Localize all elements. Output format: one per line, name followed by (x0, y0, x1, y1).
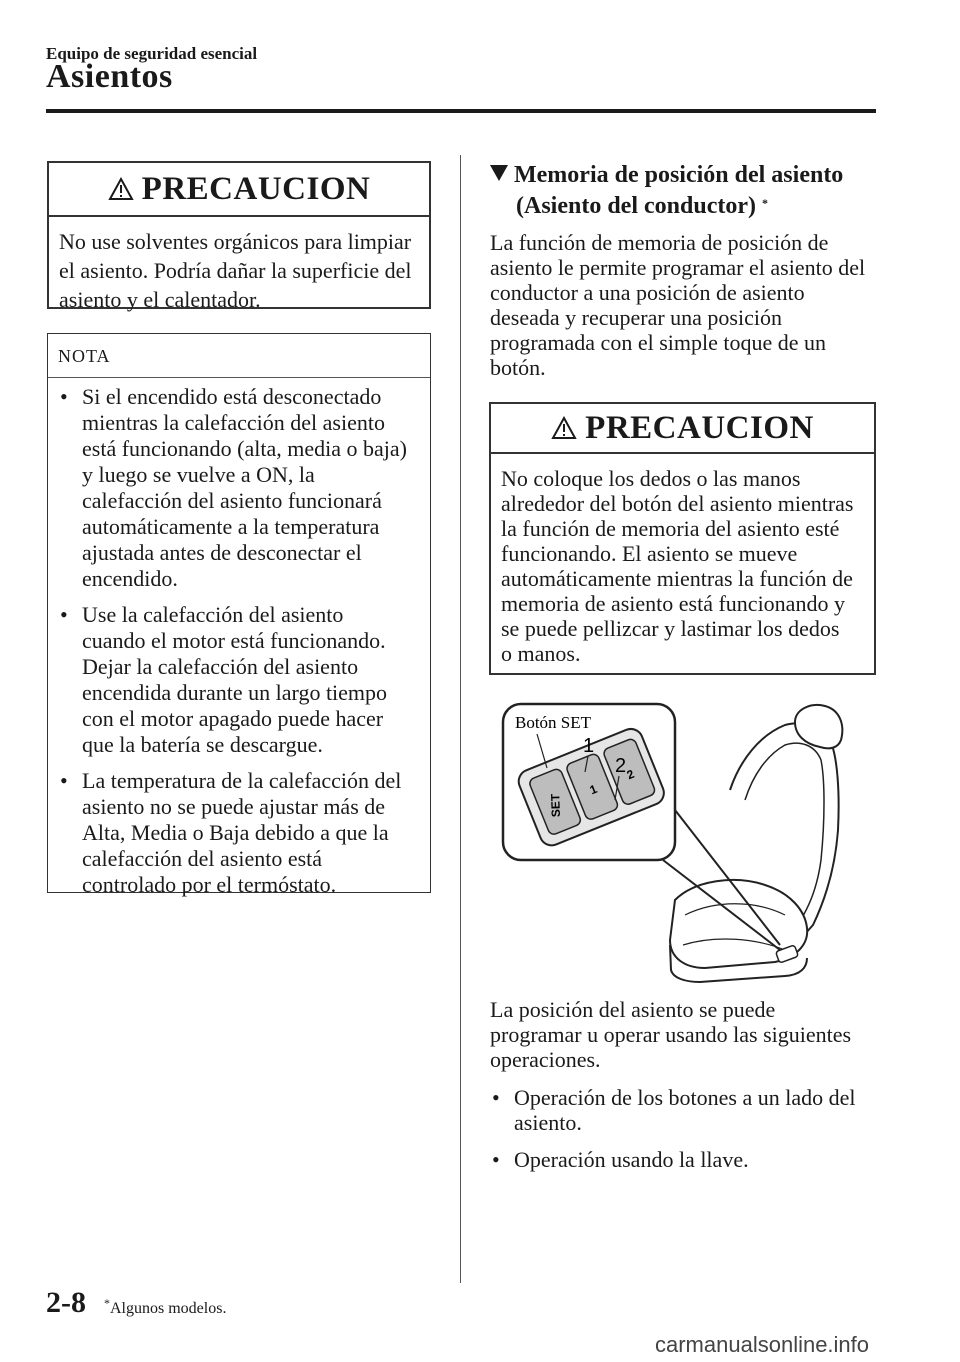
note-item (58, 602, 422, 758)
intro-line: programada con el simple toque de un (490, 330, 827, 355)
seat-memory-figure (495, 700, 875, 985)
caution-title: PRECAUCION (141, 170, 371, 207)
caution-line: o manos. (501, 641, 581, 666)
note-item (58, 384, 422, 592)
column-divider (460, 155, 461, 1283)
note-line: encendida durante un largo tiempo (82, 680, 388, 705)
star-marker: * (104, 1296, 110, 1310)
caution-title: PRECAUCION (585, 409, 814, 446)
note-line: calefacción del asiento funcionará (82, 488, 382, 513)
set-button-label: SET (548, 793, 564, 818)
note-title: NOTA (48, 334, 430, 378)
caution-line: funcionando. El asiento se mueve (501, 541, 798, 566)
bullet-dot: • (492, 1085, 500, 1110)
operation-line: asiento. (514, 1110, 582, 1135)
intro-line: asiento le permite programar el asiento del (490, 255, 866, 280)
note-line: encendido. (82, 566, 178, 591)
caution-line: asiento y el calentador. (59, 287, 261, 312)
bullet-dot: • (60, 768, 68, 793)
after-figure-paragraph (490, 997, 851, 1072)
watermark: carmanualsonline.info (655, 1332, 870, 1357)
note-line: calefacción del asiento está (82, 846, 323, 871)
star-marker: * (761, 196, 768, 210)
after-line: programar u operar usando las siguientes (490, 1022, 852, 1047)
footnote (104, 1296, 226, 1318)
operation-item (490, 1147, 856, 1172)
caution-box-left (47, 161, 431, 312)
note-line: que la batería se descargue. (82, 732, 323, 757)
intro-line: La función de memoria de posición de (490, 230, 829, 255)
note-line: asiento no se puede ajustar más de (82, 794, 386, 819)
subsection-heading (490, 161, 843, 220)
caution-line: No use solventes orgánicos para limpiar (59, 229, 412, 254)
note-body (48, 378, 430, 898)
operation-line: Operación de los botones a un lado del (514, 1085, 856, 1110)
operation-list (490, 1085, 856, 1172)
caution-body (49, 217, 429, 314)
intro-line: botón. (490, 355, 546, 380)
label-1: 1 (583, 735, 595, 757)
bullet-dot: • (492, 1147, 500, 1172)
after-line: La posición del asiento se puede (490, 997, 776, 1022)
caution-line: automáticamente mientras la función de (501, 566, 853, 591)
warning-icon (108, 177, 134, 201)
triangle-marker-icon (490, 165, 508, 181)
label-2: 2 (615, 755, 627, 777)
intro-line: deseada y recuperar una posición (490, 305, 782, 330)
operation-line: Operación usando la llave. (514, 1147, 749, 1172)
caution-box-right (489, 402, 876, 675)
note-line: La temperatura de la calefacción del (82, 768, 402, 793)
button-1-label: 1 (587, 781, 600, 798)
note-item (58, 768, 422, 898)
note-line: Use la calefacción del asiento (82, 602, 344, 627)
note-line: ajustada antes de desconectar el (82, 540, 362, 565)
header-rule (46, 109, 876, 113)
page-title: Asientos (46, 58, 173, 95)
note-line: y luego se vuelve a ON, la (82, 462, 315, 487)
heading-line: (Asiento del conductor) (516, 193, 756, 219)
note-line: Alta, Media o Baja debido a que la (82, 820, 389, 845)
intro-paragraph (490, 230, 865, 380)
operation-item (490, 1085, 856, 1135)
heading-line: Memoria de posición del asiento (514, 162, 844, 188)
caution-line: se puede pellizcar y lastimar los dedos (501, 616, 840, 641)
caution-header (49, 163, 429, 217)
section-label: Equipo de seguridad esencial (46, 44, 258, 63)
note-line: Si el encendido está desconectado (82, 384, 382, 409)
note-line: con el motor apagado puede hacer (82, 706, 384, 731)
note-line: Dejar la calefacción del asiento (82, 654, 359, 679)
caution-line: memoria de asiento está funcionando y (501, 591, 845, 616)
note-line: mientras la calefacción del asiento (82, 410, 385, 435)
label-set-button: Botón SET (515, 713, 592, 732)
footnote-text: Algunos modelos. (110, 1300, 227, 1317)
after-line: operaciones. (490, 1047, 601, 1072)
intro-line: conductor a una posición de asiento (490, 280, 805, 305)
caution-header (491, 404, 874, 454)
caution-body (491, 454, 874, 666)
note-line: cuando el motor está funcionando. (82, 628, 386, 653)
note-line: automáticamente a la temperatura (82, 514, 380, 539)
bullet-dot: • (60, 384, 68, 409)
caution-line: alrededor del botón del asiento mientras (501, 491, 854, 516)
caution-line: No coloque los dedos o las manos (501, 466, 801, 491)
note-line: controlado por el termóstato. (82, 872, 337, 897)
headrest (795, 705, 842, 748)
page-number: 2-8 (46, 1286, 86, 1319)
button-2-label: 2 (624, 766, 637, 783)
caution-line: el asiento. Podría dañar la superficie del (59, 258, 412, 283)
caution-line: la función de memoria del asiento esté (501, 516, 840, 541)
warning-icon (551, 416, 577, 440)
bullet-dot: • (60, 602, 68, 627)
note-line: está funcionando (alta, media o baja) (82, 436, 407, 461)
note-box (47, 333, 431, 897)
